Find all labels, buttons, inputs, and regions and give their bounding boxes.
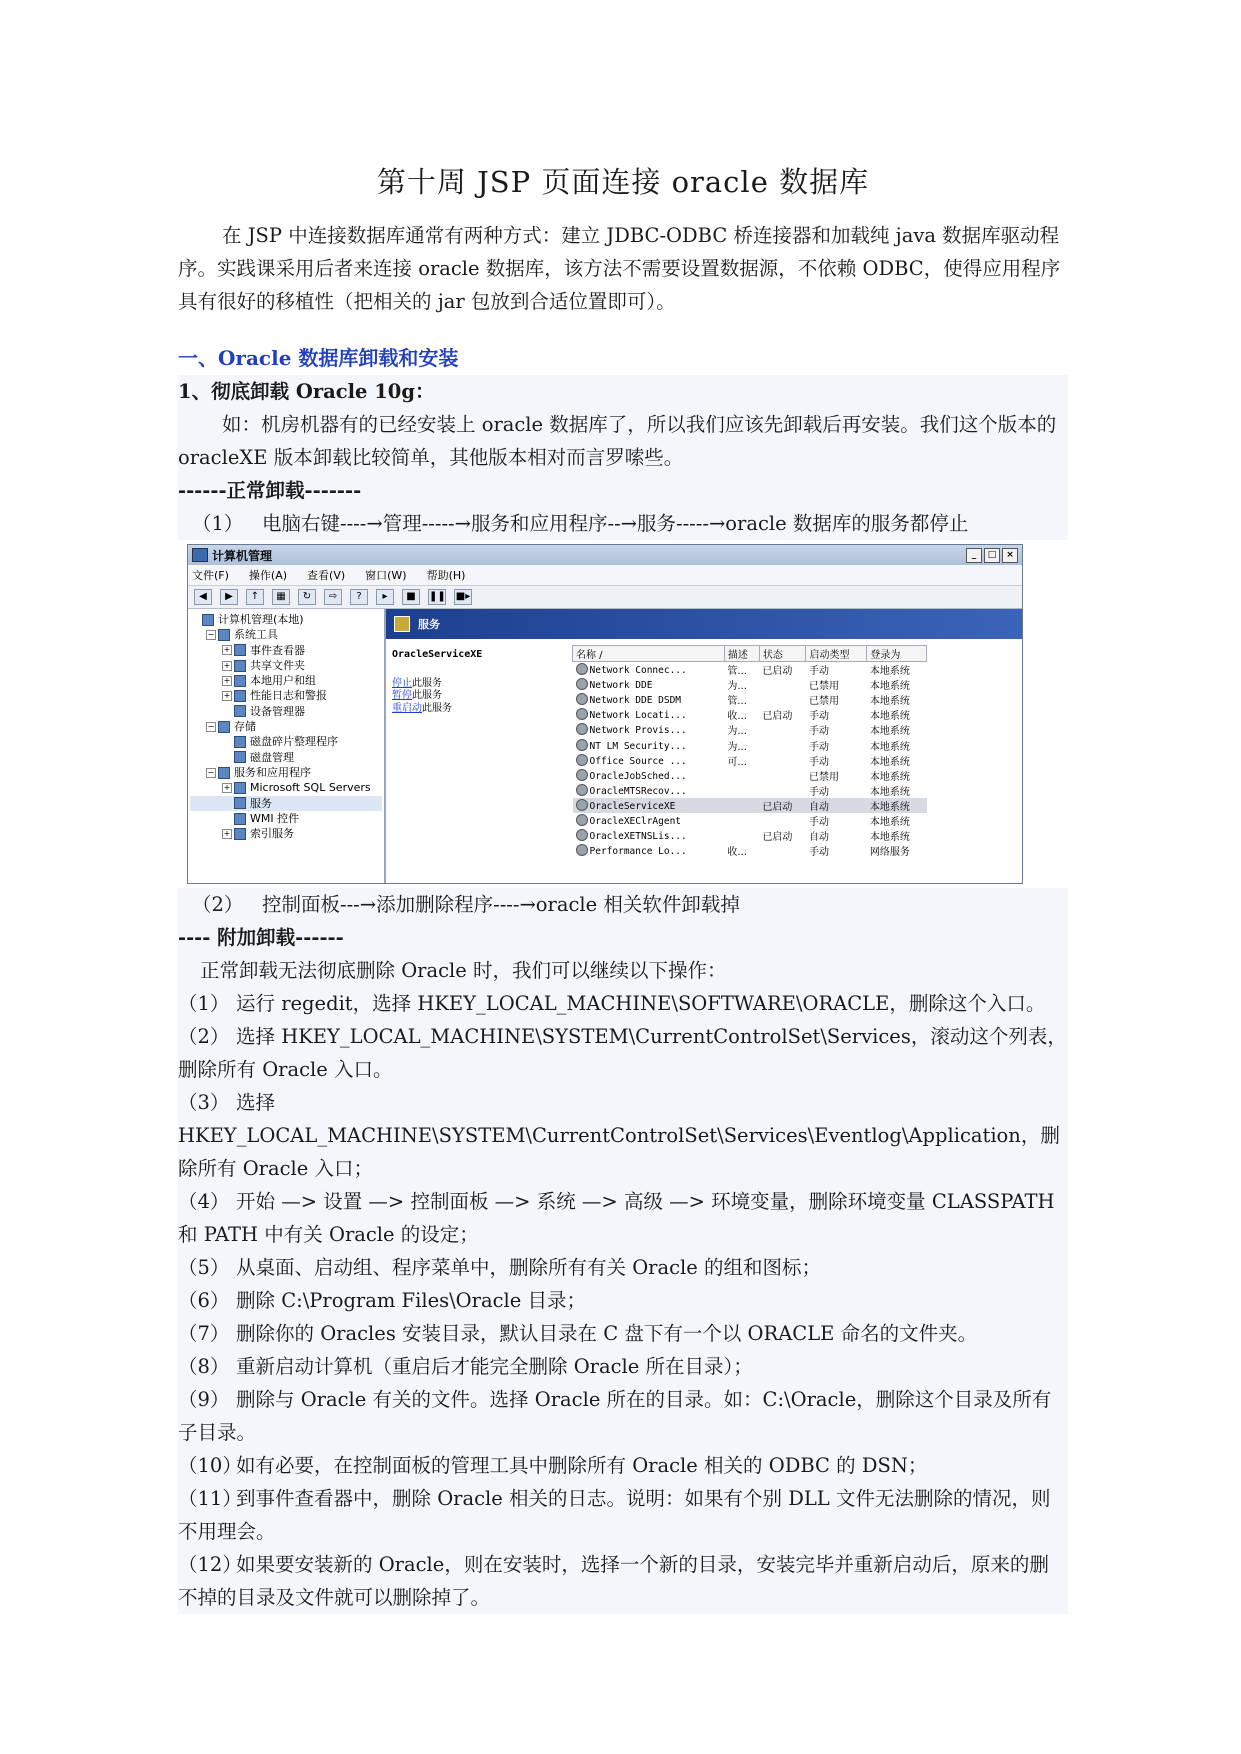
collapse-icon[interactable]: − [207, 767, 215, 777]
tree-item[interactable] [190, 780, 382, 795]
tree-item-label: 存储 [234, 720, 256, 734]
list-item [178, 1251, 1068, 1284]
description-cell: 可... [727, 756, 747, 768]
tree-item[interactable] [190, 811, 382, 826]
pause-service-suffix: 此服务 [412, 690, 442, 701]
tree-item[interactable] [190, 719, 382, 734]
tree-item-label: 系统工具 [234, 628, 278, 642]
service-name: Network Provis... [589, 725, 687, 737]
service-name: Performance Lo... [589, 846, 687, 858]
menu-action[interactable]: 操作(A) [248, 569, 288, 582]
menu-view[interactable]: 查看(V) [307, 569, 346, 582]
startup-type-cell: 自动 [806, 798, 867, 813]
startup-type-cell: 已禁用 [808, 771, 839, 783]
list-item-number: （9） [178, 1388, 230, 1411]
folder-icon [202, 614, 214, 626]
service-name: Network Connec... [589, 665, 687, 677]
selected-service-name: OracleServiceXE [392, 649, 483, 660]
folder-icon [234, 736, 246, 748]
uninstall-paragraph: 如：机房机器有的已经安装上 oracle 数据库了，所以我们应该先卸载后再安装。我们这个版本的 oracleXE 版本卸载比较简单，其他版本相对而言罗嗦些。 [178, 413, 1057, 469]
extra-uninstall-heading: ---- 附加卸载------ [178, 926, 344, 949]
status-cell: 已启动 [762, 711, 793, 723]
menu-window[interactable]: 窗口(W) [365, 569, 407, 582]
menu-file[interactable]: 文件(F) [192, 569, 229, 582]
stop-service-action[interactable] [392, 678, 567, 691]
service-name: NT LM Security... [589, 740, 687, 752]
expand-icon[interactable]: + [223, 782, 231, 792]
description-cell: 收... [727, 847, 747, 859]
service-name-cell [573, 783, 725, 798]
restart-service-action[interactable] [392, 703, 567, 716]
tree-item-label: WMI 控件 [250, 811, 300, 825]
tree-item[interactable] [190, 688, 382, 703]
section-body [178, 375, 1068, 540]
step-1-text: 电脑右键----→管理-----→服务和应用程序--→服务-----→oracle 数据库的服务都停止 [262, 512, 969, 535]
description-cell: 收... [727, 711, 747, 723]
list-item-number: （11） [178, 1487, 242, 1510]
folder-icon [234, 813, 246, 825]
tree-item[interactable] [190, 765, 382, 780]
list-item [178, 1482, 1068, 1548]
tree-item[interactable] [190, 796, 382, 811]
status-cell [759, 737, 806, 752]
logon-cell: 本地系统 [869, 741, 910, 753]
console-tree [188, 609, 386, 884]
status-cell: 已启动 [759, 798, 806, 813]
list-item-text: 删除与 Oracle 有关的文件。选择 Oracle 所在的目录。如：C:\Oracle，删除这个目录及所有子目录。 [178, 1388, 1052, 1444]
tree-item-label: 设备管理器 [250, 704, 305, 718]
logon-cell: 本地系统 [869, 681, 910, 693]
list-item-text: 运行 regedit，选择 HKEY_LOCAL_MACHINE\SOFTWARE\ORACLE，删除这个入口。 [236, 992, 1046, 1015]
startup-type-cell: 手动 [808, 816, 829, 828]
service-detail [392, 649, 567, 715]
logon-cell: 本地系统 [869, 816, 910, 828]
expand-icon[interactable]: + [223, 675, 231, 685]
tree-item-label: 共享文件夹 [250, 658, 305, 672]
list-item [178, 1284, 1068, 1317]
services-pane [386, 609, 1022, 884]
service-name: OracleMTSRecov... [589, 785, 687, 797]
folder-icon [234, 660, 246, 672]
status-cell [759, 813, 806, 828]
toolbar [188, 586, 1022, 609]
table-row[interactable] [573, 707, 927, 722]
description-cell [724, 828, 759, 843]
table-row[interactable] [573, 783, 927, 798]
table-row[interactable] [573, 677, 927, 692]
description-cell: 管... [727, 666, 747, 678]
startup-type-cell: 手动 [808, 711, 829, 723]
expand-icon[interactable]: + [223, 691, 231, 701]
description-cell [724, 783, 759, 798]
service-name-cell [573, 768, 725, 783]
list-item-number: （3） [178, 1091, 230, 1114]
list-item [178, 1548, 1068, 1614]
startup-type-cell: 手动 [808, 756, 829, 768]
properties-icon[interactable]: ▦ [272, 589, 290, 605]
description-cell [724, 768, 759, 783]
tree-item-label: Microsoft SQL Servers [250, 781, 371, 795]
startup-type-cell: 手动 [808, 726, 829, 738]
gear-icon [576, 739, 588, 751]
folder-icon [234, 828, 246, 840]
intro-paragraph: 在 JSP 中连接数据库通常有两种方式：建立 JDBC-ODBC 桥连接器和加载纯 java 数据库驱动程序。实践课采用后者来连接 oracle 数据库，该方法不需要设置数据源，不依赖 ODBC，使得应用程序具有很好的移植性（把相关的 jar 包放到合适位置即可）。 [178, 224, 1061, 313]
window-titlebar [188, 545, 1022, 565]
list-item-text: 删除你的 Oracles 安装目录，默认目录在 C 盘下有一个以 ORACLE 命名的文件夹。 [236, 1322, 978, 1345]
menu-help[interactable]: 帮助(H) [426, 569, 466, 582]
table-row[interactable] [573, 813, 927, 828]
service-name: OracleXETNSLis... [589, 831, 687, 843]
service-name-cell [573, 828, 725, 843]
tree-item[interactable] [190, 673, 382, 688]
tree-item[interactable] [190, 643, 382, 658]
service-name-cell [573, 753, 725, 768]
service-name-cell [573, 707, 725, 722]
step-2-number: （2） [192, 893, 244, 916]
list-item-number: （1） [178, 992, 230, 1015]
startup-type-cell: 已禁用 [808, 681, 839, 693]
folder-icon [234, 797, 246, 809]
tree-item[interactable] [190, 826, 382, 841]
list-item-text: 删除 C:\Program Files\Oracle 目录； [236, 1289, 587, 1312]
folder-icon [234, 782, 246, 794]
pause-service-link[interactable]: 暂停 [392, 690, 412, 701]
status-cell [759, 768, 806, 783]
folder-icon [218, 767, 230, 779]
list-item-text: 重新启动计算机（重启后才能完全删除 Oracle 所在目录）； [236, 1355, 753, 1378]
list-item-number: （2） [178, 1025, 230, 1048]
gear-icon [576, 829, 588, 841]
tree-item-label: 服务 [250, 796, 272, 810]
services-table [572, 645, 927, 858]
table-row[interactable] [573, 737, 927, 752]
list-item [178, 1449, 1068, 1482]
step-2-text: 控制面板---→添加删除程序----→oracle 相关软件卸载掉 [262, 893, 740, 916]
list-item [178, 1350, 1068, 1383]
column-description[interactable]: 描述 [724, 646, 759, 662]
list-item [178, 987, 1068, 1020]
table-row[interactable] [573, 768, 927, 783]
pause-service-action[interactable] [392, 690, 567, 703]
folder-icon [234, 751, 246, 763]
minimize-button[interactable]: _ [966, 548, 982, 563]
table-row[interactable] [573, 843, 927, 858]
list-item [178, 1086, 1068, 1185]
services-icon [394, 616, 410, 632]
list-item-number: （6） [178, 1289, 230, 1312]
status-cell [759, 722, 806, 737]
list-item-number: （12） [178, 1553, 242, 1576]
gear-icon [576, 769, 588, 781]
service-name-cell [573, 677, 725, 692]
play-icon[interactable]: ▸ [376, 589, 394, 605]
description-cell [724, 813, 759, 828]
section-heading-oracle: 一、Oracle 数据库卸载和安装 [178, 346, 459, 370]
logon-cell: 本地系统 [869, 756, 910, 768]
folder-icon [218, 721, 230, 733]
status-cell [759, 692, 806, 707]
logon-cell: 本地系统 [867, 798, 927, 813]
tree-item[interactable] [190, 750, 382, 765]
refresh-icon[interactable]: ↻ [298, 589, 316, 605]
subheading-uninstall: 1、彻底卸载 Oracle 10g： [178, 380, 435, 403]
service-name-cell [573, 843, 725, 858]
logon-cell: 本地系统 [869, 771, 910, 783]
close-button[interactable]: × [1002, 548, 1018, 563]
gear-icon [576, 814, 588, 826]
logon-cell: 本地系统 [869, 832, 910, 844]
list-item-number: （7） [178, 1322, 230, 1345]
gear-icon [576, 784, 588, 796]
gear-icon [576, 678, 588, 690]
menu-bar [188, 565, 1022, 586]
description-cell [724, 798, 759, 813]
extra-steps-list [178, 987, 1068, 1614]
expand-icon[interactable]: + [223, 660, 231, 670]
table-row[interactable] [573, 692, 927, 707]
folder-icon [218, 629, 230, 641]
list-item-text: 如果要安装新的 Oracle，则在安装时，选择一个新的目录，安装完毕并重新启动后，原来的删不掉的目录及文件就可以删除掉了。 [178, 1553, 1049, 1609]
gear-icon [576, 799, 588, 811]
logon-cell: 本地系统 [869, 726, 910, 738]
stop-service-link[interactable]: 停止 [392, 677, 412, 689]
tree-item-label: 事件查看器 [250, 643, 305, 657]
expand-icon[interactable]: + [223, 828, 231, 838]
status-cell [759, 783, 806, 798]
tree-item[interactable] [190, 704, 382, 719]
status-cell [759, 753, 806, 768]
folder-icon [234, 705, 246, 717]
service-name: Network Locati... [589, 710, 687, 722]
service-name: OracleXEClrAgent [589, 815, 682, 827]
list-item [178, 1317, 1068, 1350]
gear-icon [576, 844, 588, 856]
tree-item-label: 索引服务 [250, 827, 294, 841]
column-status[interactable]: 状态 [759, 646, 806, 662]
status-cell: 已启动 [762, 666, 793, 678]
gear-icon [576, 754, 588, 766]
logon-cell: 本地系统 [869, 786, 910, 798]
computer-icon [192, 548, 208, 562]
table-row[interactable] [573, 753, 927, 768]
column-startup-type[interactable]: 启动类型 [806, 646, 867, 662]
forward-icon[interactable]: ▶ [220, 589, 238, 605]
description-cell: 管... [727, 696, 747, 708]
step-1 [178, 507, 1068, 540]
column-name[interactable]: 名称 / [573, 646, 725, 662]
service-name-cell [573, 813, 725, 828]
tree-item[interactable] [190, 658, 382, 673]
export-icon[interactable]: ⇨ [324, 589, 342, 605]
list-item [178, 1020, 1068, 1086]
stop-service-suffix: 此服务 [412, 677, 442, 689]
gear-icon [576, 708, 588, 720]
list-item [178, 1185, 1068, 1251]
tree-item-label: 本地用户和组 [250, 674, 316, 688]
startup-type-cell: 自动 [808, 832, 829, 844]
gear-icon [576, 693, 588, 705]
description-cell: 为... [727, 681, 747, 693]
list-item-number: （10） [178, 1454, 242, 1477]
table-row[interactable] [573, 828, 927, 843]
list-item-number: （5） [178, 1256, 230, 1279]
extra-intro: 正常卸载无法彻底删除 Oracle 时，我们可以继续以下操作： [200, 959, 727, 982]
list-item-text: 选择 HKEY_LOCAL_MACHINE\SYSTEM\CurrentControlSet\Services\Eventlog\Application，删除所有 Oracle 入口； [178, 1091, 1060, 1180]
table-header-row [573, 646, 927, 662]
list-item-text: 到事件查看器中，删除 Oracle 相关的日志。说明：如果有个别 DLL 文件无法删除的情况，则不用理会。 [178, 1487, 1051, 1543]
window-controls [966, 548, 1018, 563]
service-name-cell [573, 737, 725, 752]
collapse-icon[interactable]: − [207, 721, 215, 731]
step-2 [178, 888, 1068, 921]
service-name-cell [573, 798, 725, 813]
folder-icon [234, 644, 246, 656]
gear-icon [576, 723, 588, 735]
startup-type-cell: 手动 [808, 741, 829, 753]
tree-item[interactable] [190, 612, 382, 627]
service-name: OracleJobSched... [589, 770, 687, 782]
expand-icon[interactable]: + [223, 645, 231, 655]
help-icon[interactable]: ? [350, 589, 368, 605]
list-item-text: 选择 HKEY_LOCAL_MACHINE\SYSTEM\CurrentControlSet\Services，滚动这个列表，删除所有 Oracle 入口。 [178, 1025, 1067, 1081]
status-cell [759, 843, 806, 858]
list-item-text: 开始 —> 设置 —> 控制面板 —> 系统 —> 高级 —> 环境变量，删除环境变量 CLASSPATH 和 PATH 中有关 Oracle 的设定； [178, 1190, 1055, 1246]
stop-icon[interactable]: ■ [402, 589, 420, 605]
service-name-cell [573, 662, 725, 678]
list-item-text: 从桌面、启动组、程序菜单中，删除所有有关 Oracle 的组和图标； [236, 1256, 822, 1279]
document-page [178, 160, 1068, 1614]
collapse-icon[interactable]: − [207, 629, 215, 639]
list-item-number: （4） [178, 1190, 230, 1213]
startup-type-cell: 手动 [808, 786, 829, 798]
services-header [386, 609, 1022, 639]
tree-item[interactable] [190, 734, 382, 749]
logon-cell: 本地系统 [869, 711, 910, 723]
service-name: Network DDE DSDM [589, 695, 682, 707]
tree-item-label: 磁盘碎片整理程序 [250, 735, 338, 749]
tree-item-label: 计算机管理(本地) [218, 613, 304, 626]
table-row[interactable] [573, 798, 927, 813]
description-cell: 为... [727, 726, 747, 738]
tree-item-label: 磁盘管理 [250, 750, 294, 764]
up-icon[interactable]: ↑ [246, 589, 264, 605]
service-name: Office Source ... [589, 755, 687, 767]
list-item [178, 1383, 1068, 1449]
table-row[interactable] [573, 662, 927, 678]
startup-type-cell: 已禁用 [808, 696, 839, 708]
table-row[interactable] [573, 722, 927, 737]
section-body-2 [178, 888, 1068, 1614]
service-name-cell [573, 692, 725, 707]
gear-icon [576, 663, 588, 675]
restart-icon[interactable]: ■▸ [454, 589, 472, 605]
tree-item[interactable] [190, 627, 382, 642]
status-cell [759, 677, 806, 692]
pause-icon[interactable]: ❚❚ [428, 589, 446, 605]
startup-type-cell: 手动 [808, 847, 829, 859]
maximize-button[interactable]: □ [984, 548, 1000, 563]
logon-cell: 本地系统 [869, 666, 910, 678]
service-name-cell [573, 722, 725, 737]
document-title: 第十周 JSP 页面连接 oracle 数据库 [376, 165, 870, 199]
service-name: OracleServiceXE [589, 800, 676, 812]
tree-item-label: 性能日志和警报 [250, 689, 327, 703]
status-cell: 已启动 [762, 832, 793, 844]
main-panes [188, 609, 1022, 884]
logon-cell: 本地系统 [869, 696, 910, 708]
window-title: 计算机管理 [212, 548, 273, 563]
computer-management-screenshot [187, 544, 1023, 884]
startup-type-cell: 手动 [808, 666, 829, 678]
list-item-number: （8） [178, 1355, 230, 1378]
folder-icon [234, 675, 246, 687]
column-logon-as[interactable]: 登录为 [867, 646, 927, 662]
restart-service-link[interactable]: 重启动 [392, 702, 422, 714]
normal-uninstall-heading: ------正常卸载------- [178, 479, 362, 502]
service-name: Network DDE [589, 680, 653, 692]
list-item-text: 如有必要，在控制面板的管理工具中删除所有 Oracle 相关的 ODBC 的 DSN； [236, 1454, 928, 1477]
description-cell: 为... [727, 741, 747, 753]
back-icon[interactable]: ◀ [194, 589, 212, 605]
step-1-number: （1） [192, 512, 244, 535]
folder-icon [234, 690, 246, 702]
logon-cell: 网络服务 [869, 847, 910, 859]
services-header-title: 服务 [418, 618, 440, 631]
restart-service-suffix: 此服务 [422, 702, 452, 714]
tree-item-label: 服务和应用程序 [234, 765, 311, 779]
